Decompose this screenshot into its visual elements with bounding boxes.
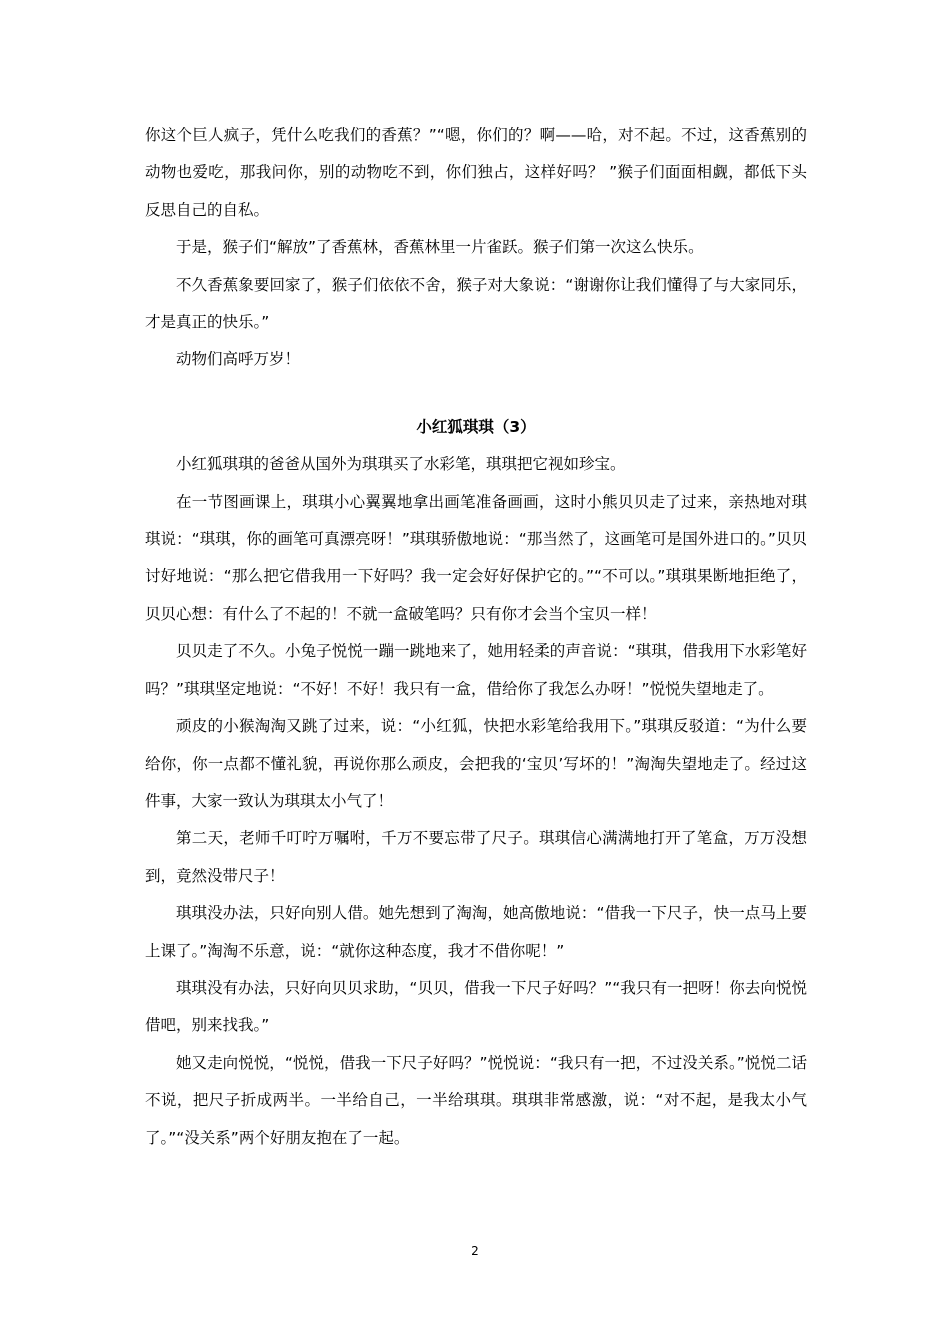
story-title: 小红狐琪琪（3） — [416, 417, 536, 436]
paragraph: 动物们高呼万岁！ — [176, 350, 301, 369]
paragraph: 不久香蕉象要回家了，猴子们依依不舍，猴子对大象说：“谢谢你让我们懂得了与大家同乐，才是真正的快乐。” — [145, 275, 807, 332]
page-number: 2 — [471, 1244, 479, 1258]
page-content — [145, 117, 807, 1157]
paragraph: 于是，猴子们“解放”了香蕉林，香蕉林里一片雀跃。猴子们第一次这么快乐。 — [176, 238, 704, 257]
paragraph: 你这个巨人疯子，凭什么吃我们的香蕉？”“嗯，你们的？啊——哈，对不起。不过，这香蕉别的动物也爱吃，那我问你，别的动物吃不到，你们独占，这样好吗？ ”猴子们面面相觑，都低下头反思自己的自私。 — [145, 126, 807, 219]
story-body — [145, 446, 807, 1157]
paragraph: 琪琪没办法，只好向别人借。她先想到了淘淘，她高傲地说：“借我一下尺子，快一点马上要上课了。”淘淘不乐意，说：“就你这种态度，我才不借你呢！” — [145, 904, 807, 960]
paragraph: 小红狐琪琪的爸爸从国外为琪琪买了水彩笔，琪琪把它视如珍宝。 — [176, 455, 626, 474]
paragraph: 她又走向悦悦，“悦悦，借我一下尺子好吗？”悦悦说：“我只有一把，不过没关系。”悦悦二话不说，把尺子折成两半。一半给自己，一半给琪琪。琪琪非常感激，说：“对不起，是我太小气了。”“没关系”两个好朋友抱在了一起。 — [145, 1053, 807, 1147]
previous-story-ending — [145, 117, 807, 379]
paragraph: 琪琪没有办法，只好向贝贝求助，“贝贝，借我一下尺子好吗？”“我只有一把呀！你去向悦悦借吧，别来找我。” — [145, 978, 807, 1035]
paragraph: 在一节图画课上，琪琪小心翼翼地拿出画笔准备画画，这时小熊贝贝走了过来，亲热地对琪琪说：“琪琪，你的画笔可真漂亮呀！”琪琪骄傲地说：“那当然了，这画笔可是国外进口的。”贝贝讨好地说：“那么把它借我用一下好吗？我一定会好好保护它的。”“不可以。”琪琪果断地拒绝了，贝贝心想：有什么了不起的！不就一盒破笔吗？只有你才会当个宝贝一样！ — [145, 492, 807, 623]
paragraph: 第二天，老师千叮咛万嘱咐，千万不要忘带了尺子。琪琪信心满满地打开了笔盒，万万没想到，竟然没带尺子！ — [145, 829, 807, 885]
paragraph: 顽皮的小猴淘淘又跳了过来，说：“小红狐，快把水彩笔给我用下。”琪琪反驳道：“为什么要给你，你一点都不懂礼貌，再说你那么顽皮，会把我的‘宝贝’写坏的！”淘淘失望地走了。经过这件事，大家一致认为琪琪太小气了！ — [145, 717, 807, 810]
paragraph: 贝贝走了不久。小兔子悦悦一蹦一跳地来了，她用轻柔的声音说：“琪琪，借我用下水彩笔好吗？”琪琪坚定地说：“不好！不好！我只有一盒，借给你了我怎么办呀！”悦悦失望地走了。 — [145, 642, 807, 698]
